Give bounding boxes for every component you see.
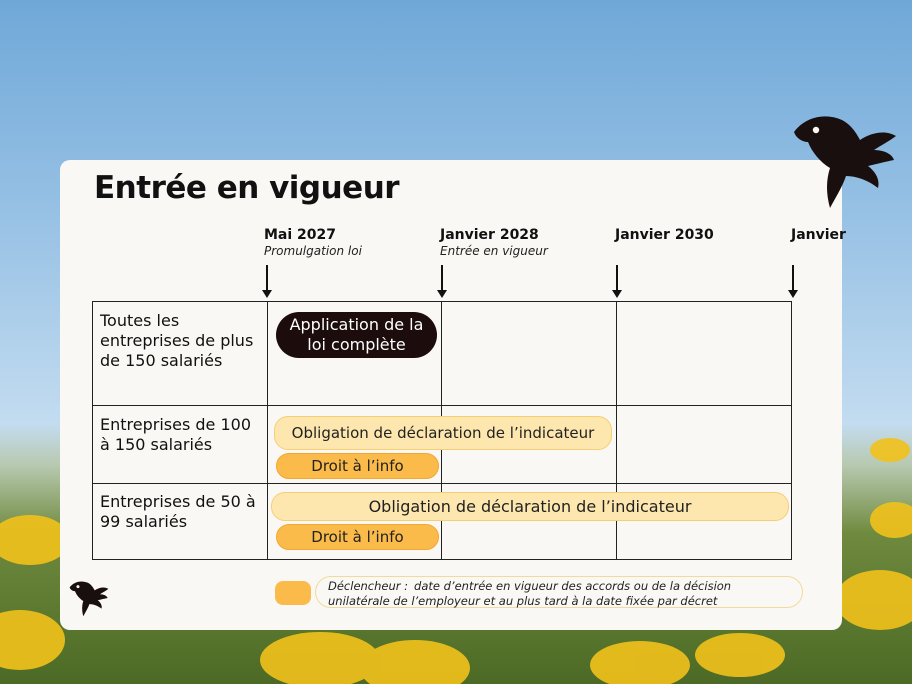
page-title: Entrée en vigueur <box>94 170 400 206</box>
bird-logo-icon <box>790 110 900 210</box>
milestone-note: Promulgation loi <box>264 244 362 258</box>
milestone-label: Janvier <box>791 227 846 243</box>
legend-swatch <box>275 581 311 605</box>
milestone-arrow <box>616 265 618 291</box>
legend-label: Déclencheur : <box>328 579 409 593</box>
bar-right-to-info: Droit à l’info <box>276 524 439 550</box>
bar-full-law: Application de la loi complète <box>276 312 437 358</box>
milestone-label: Janvier 2030 <box>615 227 714 243</box>
bar-right-to-info: Droit à l’info <box>276 453 439 479</box>
milestone-arrow <box>441 265 443 291</box>
bar-indicator-declaration: Obligation de déclaration de l’indicateur <box>274 416 612 450</box>
bird-logo-small-icon <box>68 579 110 617</box>
row-label: Toutes les entreprises de plus de 150 salariés <box>100 311 254 370</box>
legend-text: date d’entrée en vigueur des accords ou de la décision unilatérale de l’employeur et au plus tard à la date fixée par décret <box>328 579 732 608</box>
milestone-label: Janvier 2028 <box>440 227 539 243</box>
row-label: Entreprises de 50 à 99 salariés <box>100 492 256 531</box>
legend <box>315 576 803 608</box>
row-label: Entreprises de 100 à 150 salariés <box>100 415 251 454</box>
milestone-arrow <box>266 265 268 291</box>
milestone-note: Entrée en vigueur <box>440 244 548 258</box>
bar-indicator-declaration: Obligation de déclaration de l’indicateur <box>271 492 789 521</box>
milestone-arrow <box>792 265 794 291</box>
milestone-label: Mai 2027 <box>264 227 337 243</box>
